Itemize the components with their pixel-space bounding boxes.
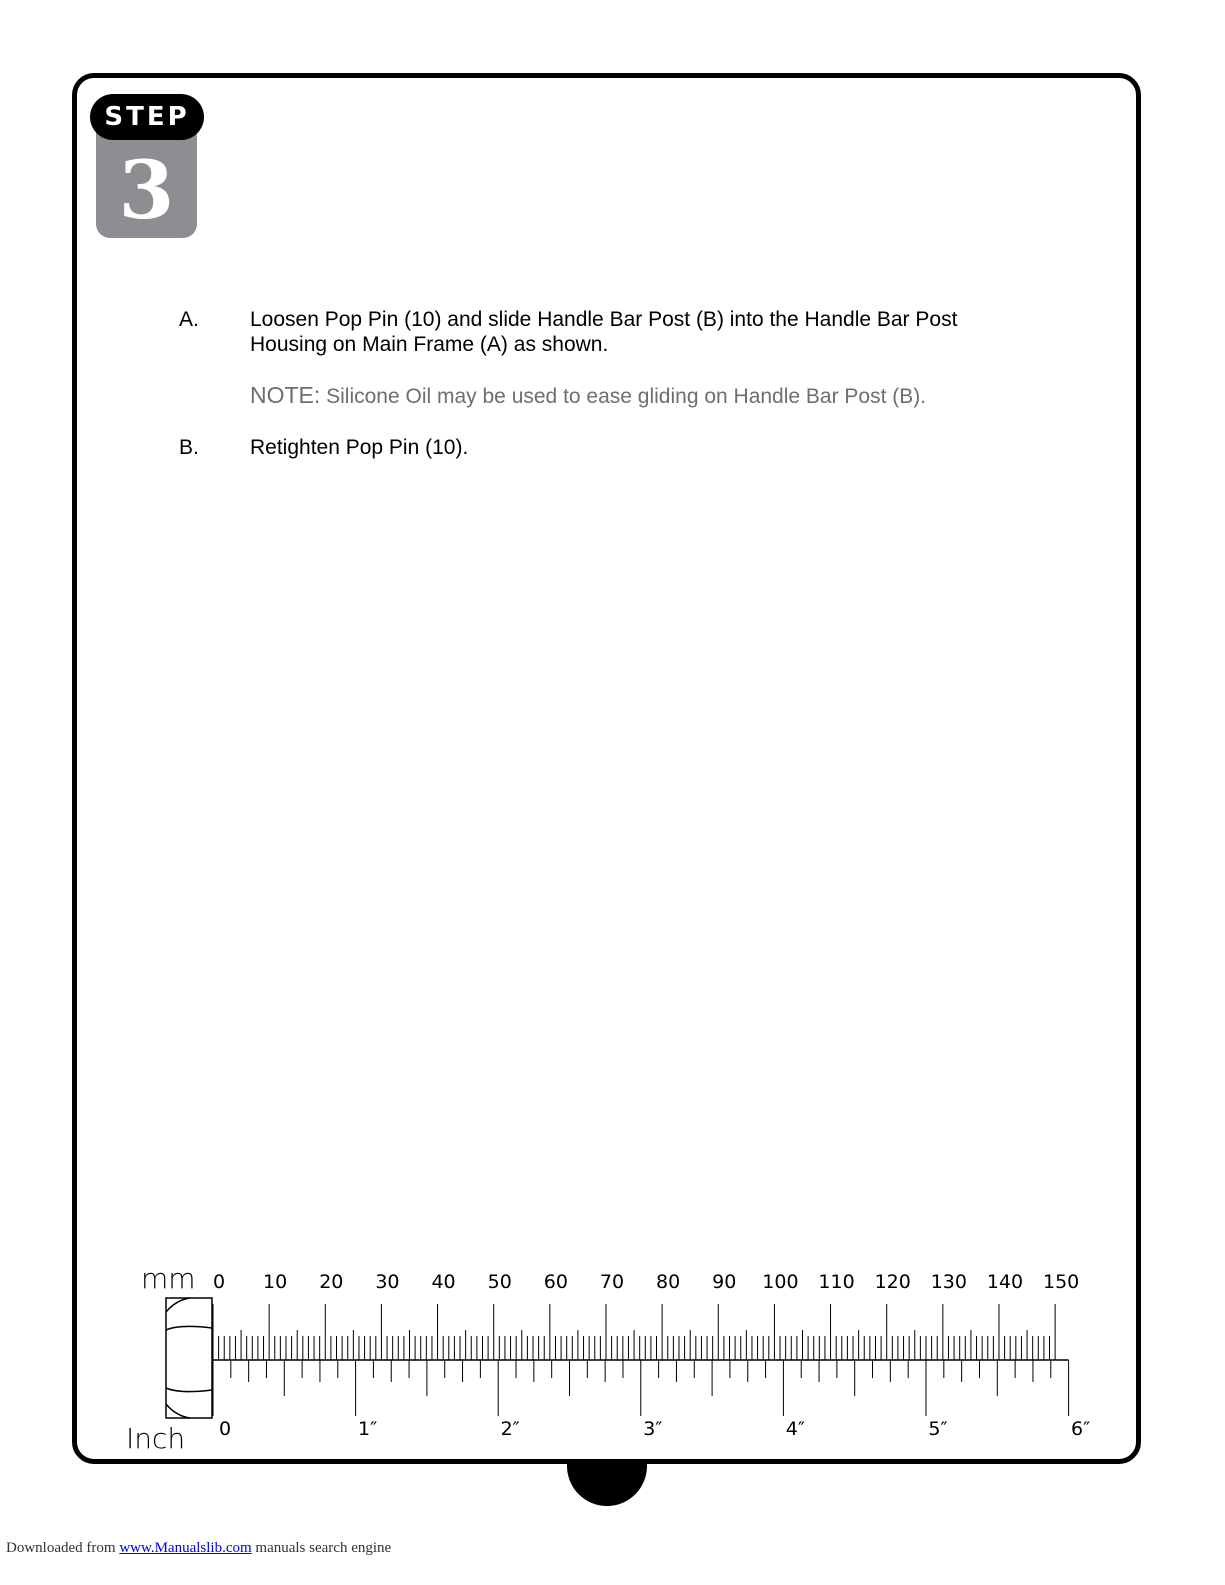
mm-tick-label: 90: [712, 1271, 737, 1293]
inch-tick-label: 4″: [785, 1418, 805, 1440]
inch-scale: [213, 1360, 1090, 1440]
step-label: STEP: [90, 94, 204, 140]
mm-tick-label: 70: [599, 1271, 625, 1293]
inch-tick-label: 0: [218, 1418, 232, 1440]
mm-scale: [213, 1271, 1079, 1360]
mm-unit-label: mm: [141, 1262, 196, 1295]
instruction-a-text: Loosen Pop Pin (10) and slide Handle Bar Post (B) into the Handle Bar Post Housing on Main Frame (A) as shown.: [250, 308, 958, 356]
inch-tick-label: 3″: [643, 1418, 663, 1440]
inch-tick-label: 6″: [1071, 1418, 1091, 1440]
instruction-b-text: Retighten Pop Pin (10).: [250, 436, 469, 459]
mm-tick-label: 50: [487, 1271, 512, 1293]
step-number: 3: [118, 143, 175, 237]
instruction-a-letter: A.: [179, 308, 199, 331]
mm-tick-label: 110: [818, 1271, 855, 1293]
note: [250, 383, 1050, 409]
bolt-head-icon: [166, 1298, 212, 1418]
note-text: Silicone Oil may be used to ease gliding on Handle Bar Post (B).: [326, 385, 927, 408]
inch-unit-label: Inch: [126, 1422, 186, 1455]
mm-tick-label: 0: [212, 1271, 226, 1293]
instruction-a: [0, 307, 1225, 356]
instruction-b: [0, 435, 1225, 465]
inch-tick-label: 2″: [500, 1418, 520, 1440]
page-tab: [567, 1462, 647, 1506]
footer-suffix: manuals search engine: [251, 1540, 392, 1556]
mm-tick-label: 40: [431, 1271, 456, 1293]
mm-tick-label: 120: [874, 1271, 911, 1293]
mm-tick-label: 20: [319, 1271, 344, 1293]
mm-tick-label: 100: [762, 1271, 799, 1293]
measurement-ruler: [0, 1255, 1225, 1455]
manualslib-link[interactable]: www.Manualslib.com: [119, 1540, 252, 1556]
mm-tick-label: 30: [375, 1271, 400, 1293]
inch-tick-label: 1″: [358, 1418, 378, 1440]
mm-tick-label: 10: [263, 1271, 288, 1293]
mm-tick-label: 130: [930, 1271, 967, 1293]
mm-tick-label: 80: [656, 1271, 681, 1293]
note-label: NOTE:: [250, 382, 321, 408]
footer: [6, 1540, 391, 1557]
mm-tick-label: 60: [543, 1271, 568, 1293]
mm-tick-label: 140: [986, 1271, 1024, 1293]
footer-prefix: Downloaded from: [6, 1540, 120, 1556]
inch-tick-label: 5″: [928, 1418, 948, 1440]
instruction-b-letter: B.: [179, 436, 199, 459]
mm-tick-label: 150: [1042, 1271, 1080, 1293]
